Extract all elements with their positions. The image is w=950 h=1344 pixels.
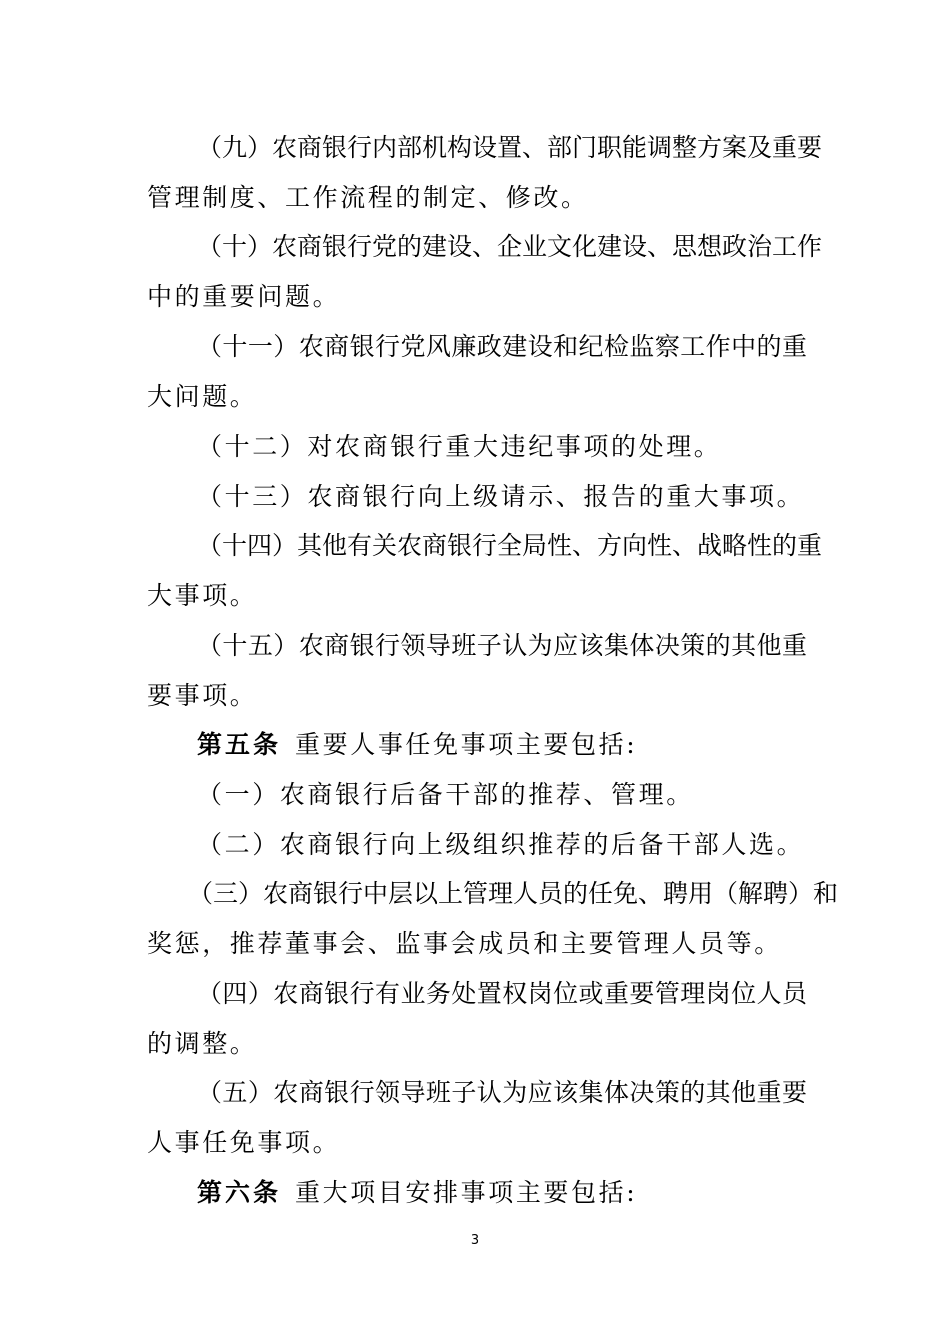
paragraph-line: （十）农商银行党的建设、企业文化建设、思想政治工作 bbox=[197, 232, 823, 261]
paragraph-line: 人事任免事项。 bbox=[147, 1128, 341, 1157]
article-five bbox=[197, 720, 807, 770]
paragraph-line: （四）农商银行有业务处置权岗位或重要管理岗位人员 bbox=[197, 979, 807, 1008]
paragraph-line: （十四）其他有关农商银行全局性、方向性、战略性的重 bbox=[197, 531, 823, 560]
paragraph-line: （五）农商银行领导班子认为应该集体决策的其他重要 bbox=[197, 1078, 807, 1107]
article-five-heading: 第五条 bbox=[197, 730, 282, 759]
paragraph-line: 大问题。 bbox=[147, 382, 258, 411]
paragraph-line: （十五）农商银行领导班子认为应该集体决策的其他重 bbox=[197, 631, 807, 660]
paragraph-line: 中的重要问题。 bbox=[147, 282, 341, 311]
article-six-heading: 第六条 bbox=[197, 1178, 282, 1207]
paragraph-line: （十二）对农商银行重大违纪事项的处理。 bbox=[197, 432, 722, 461]
paragraph-line: （十三）农商银行向上级请示、报告的重大事项。 bbox=[197, 482, 805, 511]
paragraph-line: （十一）农商银行党风廉政建设和纪检监察工作中的重 bbox=[197, 332, 807, 361]
article-five-text: 重要人事任免事项主要包括: bbox=[295, 730, 638, 759]
paragraph-line: 的调整。 bbox=[147, 1029, 258, 1058]
page-number: 3 bbox=[470, 1233, 480, 1248]
article-six-text: 重大项目安排事项主要包括: bbox=[295, 1178, 638, 1207]
paragraph-line: （三）农商银行中层以上管理人员的任免、聘用（解聘）和 bbox=[188, 879, 839, 908]
paragraph-line: 要事项。 bbox=[147, 681, 258, 710]
paragraph-line: （二）农商银行向上级组织推荐的后备干部人选。 bbox=[197, 830, 805, 859]
paragraph-line: 大事项。 bbox=[147, 581, 258, 610]
paragraph-line: （九）农商银行内部机构设置、部门职能调整方案及重要 bbox=[197, 133, 823, 162]
paragraph-line: 奖惩，推荐董事会、监事会成员和主要管理人员等。 bbox=[147, 929, 782, 958]
paragraph-line: （一）农商银行后备干部的推荐、管理。 bbox=[197, 780, 694, 809]
paragraph-line: 管理制度、工作流程的制定、修改。 bbox=[147, 183, 589, 212]
article-six bbox=[197, 1168, 807, 1218]
